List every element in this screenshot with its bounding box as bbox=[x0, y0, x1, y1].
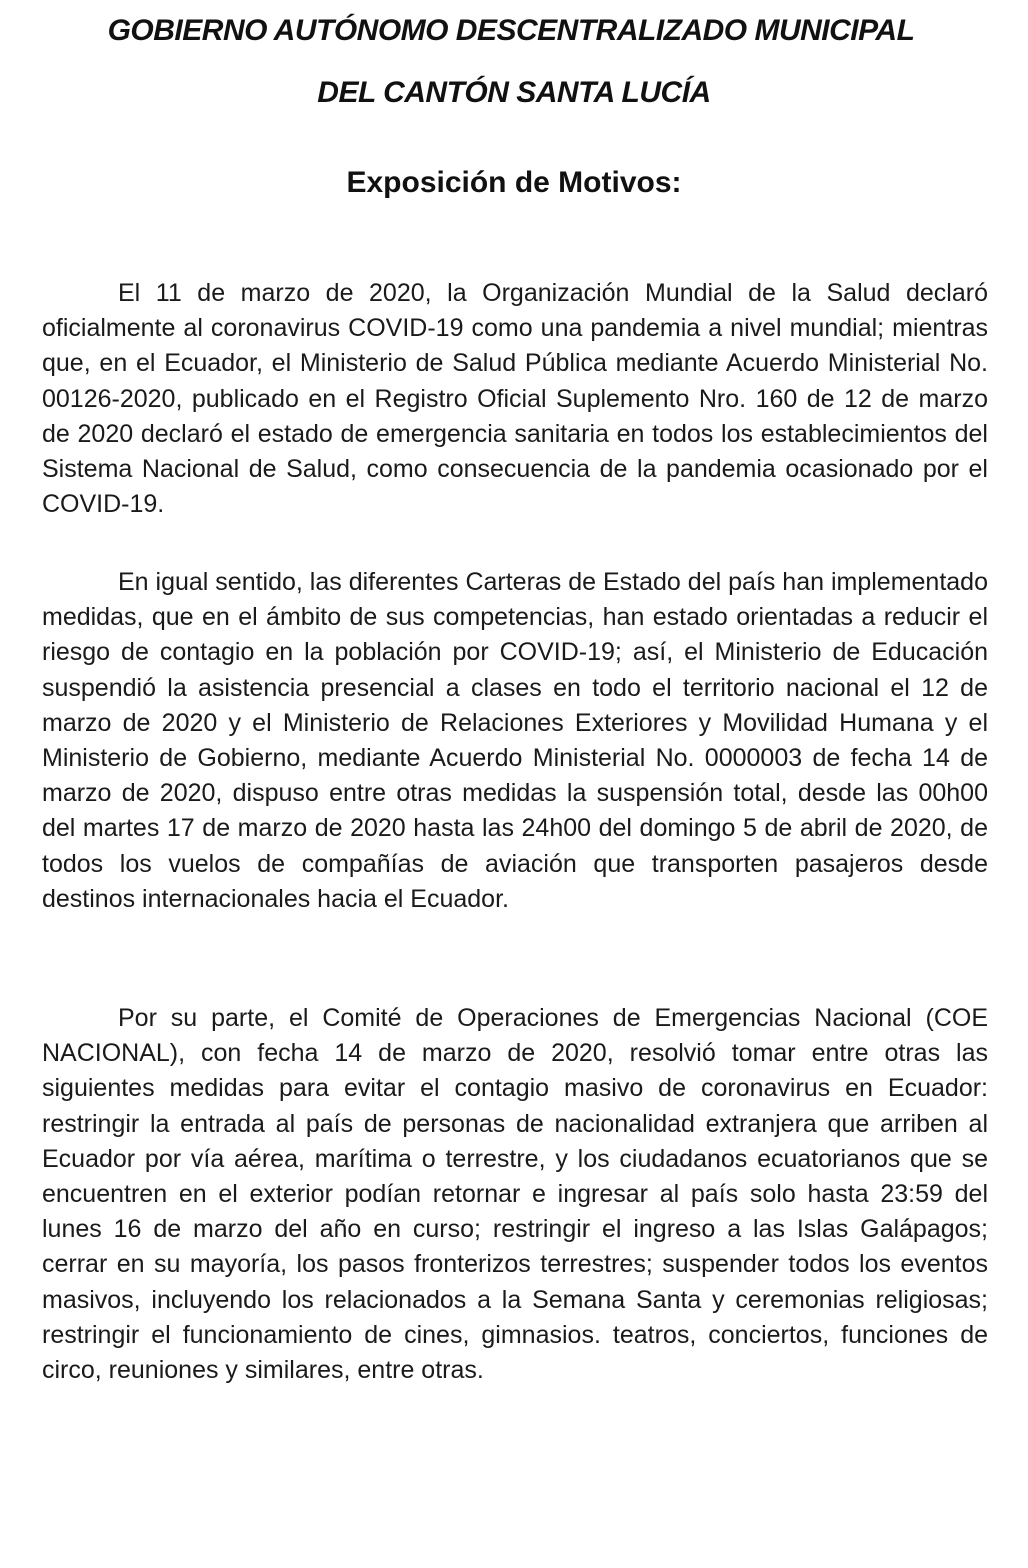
body-paragraph-3: Por su parte, el Comité de Operaciones de Emergencias Nacional (COE NACIONAL), con fecha 14 de marzo de 2020, resolvió tomar entre otras las siguientes medidas para evitar el contagio masivo de coronavirus en Ecuador: restringir la entrada al país de personas de nacionalidad extranjera que arriben al Ecuador por vía aérea, marítima o terrestre, y los ciudadanos ecuatorianos que se encuentren en el exterior podían retornar e ingresar al país solo hasta 23:59 del lunes 16 de marzo del año en curso; restringir el ingreso a las Islas Galápagos; cerrar en su mayoría, los pasos fronterizos terrestres; suspender todos los eventos masivos, incluyendo los relacionados a la Semana Santa y ceremonias religiosas; restringir el funcionamiento de cines, gimnasios. teatros, conciertos, funciones de circo, reuniones y similares, entre otras. bbox=[42, 1004, 988, 1385]
document-header-line-1: GOBIERNO AUTÓNOMO DESCENTRALIZADO MUNICIPAL bbox=[107, 14, 915, 47]
section-title: Exposición de Motivos: bbox=[346, 166, 682, 199]
body-paragraph-2: En igual sentido, las diferentes Carteras de Estado del país han implementado medidas, que en el ámbito de sus competencias, han estado orientadas a reducir el riesgo de contagio en la población por COVID-19; así, el Ministerio de Educación suspendió la asistencia presencial a clases en todo el territorio nacional el 12 de marzo de 2020 y el Ministerio de Relaciones Exteriores y Movilidad Humana y el Ministerio de Gobierno, mediante Acuerdo Ministerial No. 0000003 de fecha 14 de marzo de 2020, dispuso entre otras medidas la suspensión total, desde las 00h00 del martes 17 de marzo de 2020 hasta las 24h00 del domingo 5 de abril de 2020, de todos los vuelos de compañías de aviación que transporten pasajeros desde destinos internacionales hacia el Ecuador. bbox=[42, 568, 988, 913]
document-header-line-2: DEL CANTÓN SANTA LUCÍA bbox=[317, 76, 711, 109]
body-paragraph-1: El 11 de marzo de 2020, la Organización Mundial de la Salud declaró oficialmente al coronavirus COVID-19 como una pandemia a nivel mundial; mientras que, en el Ecuador, el Ministerio de Salud Pública mediante Acuerdo Ministerial No. 00126-2020, publicado en el Registro Oficial Suplemento Nro. 160 de 12 de marzo de 2020 declaró el estado de emergencia sanitaria en todos los establecimientos del Sistema Nacional de Salud, como consecuencia de la pandemia ocasionado por el COVID-19. bbox=[42, 279, 988, 519]
